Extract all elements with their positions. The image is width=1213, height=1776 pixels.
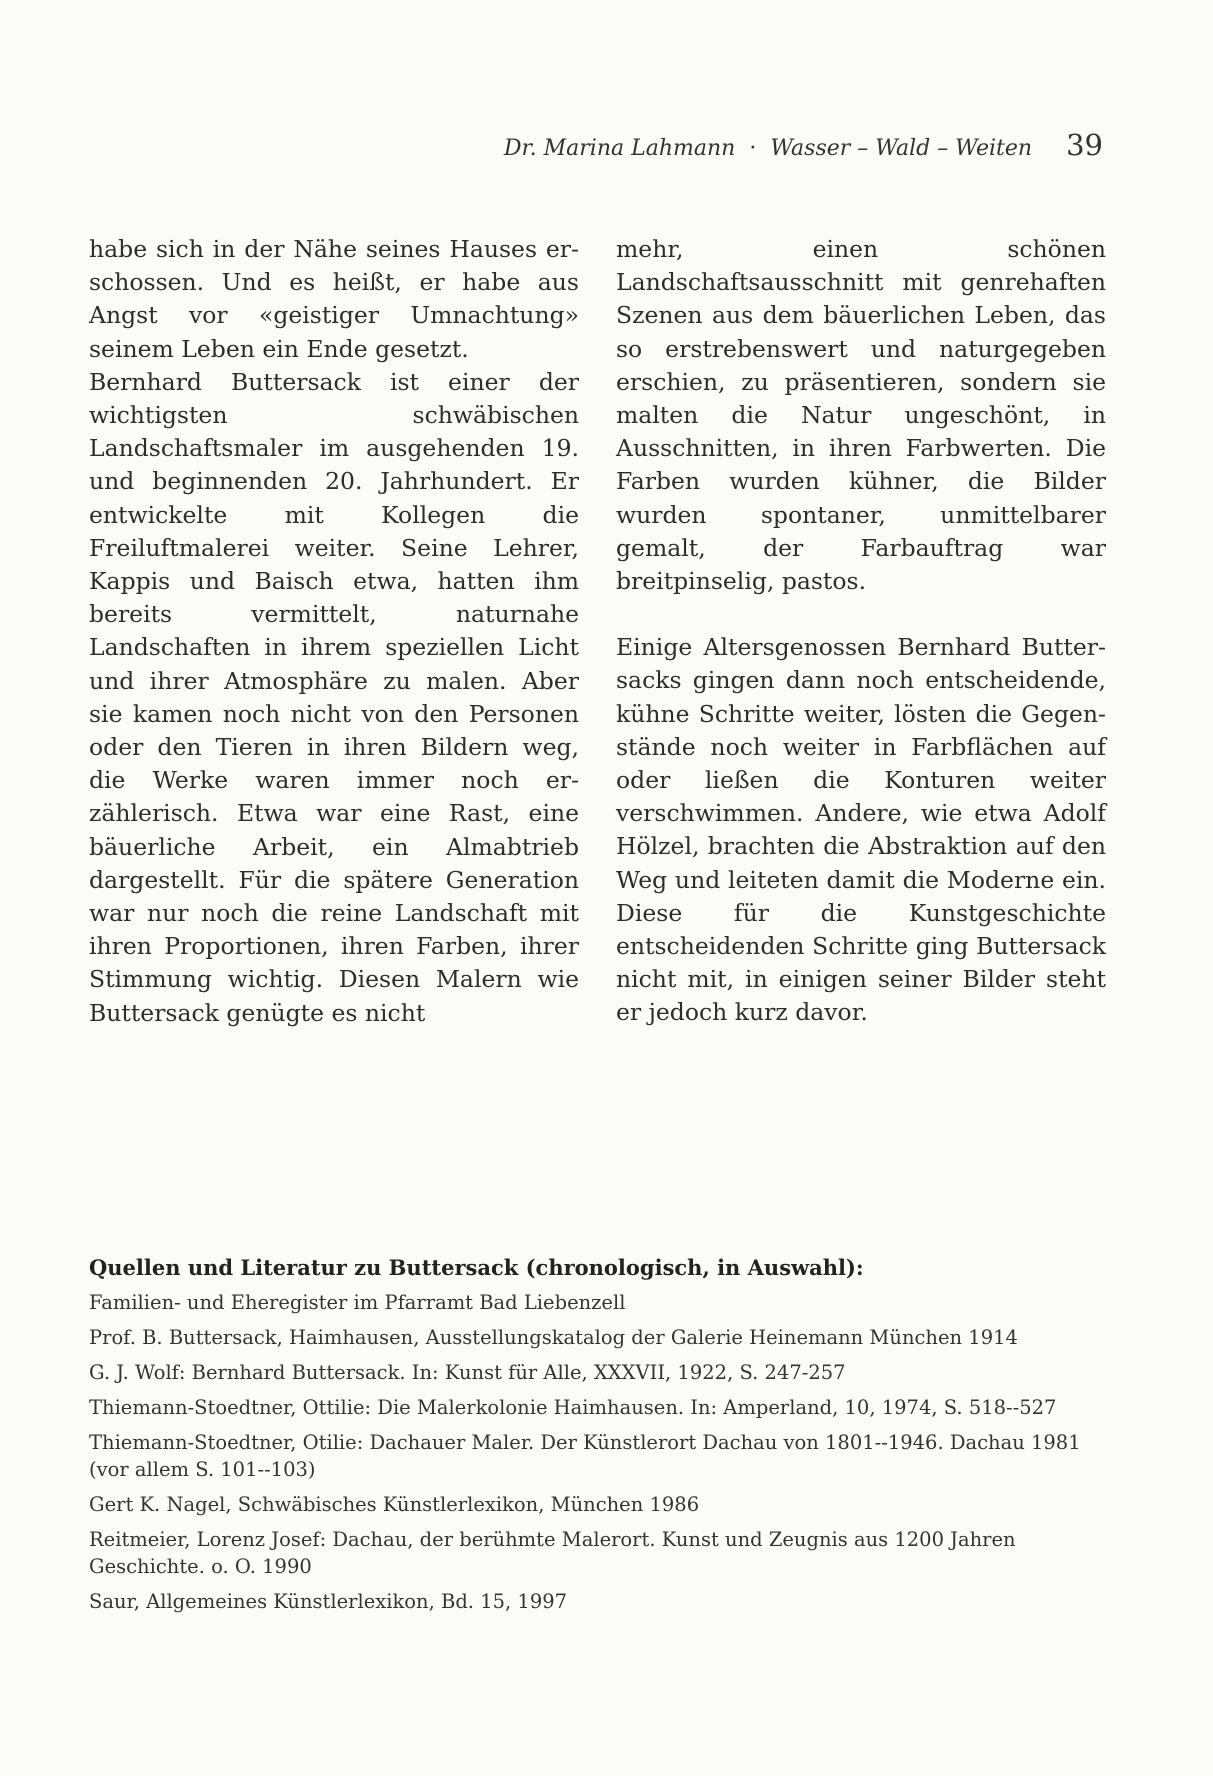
source-item: Familien- und Eheregister im Pfarramt Bad Liebenzell xyxy=(89,1291,626,1314)
paragraph: mehr, einen schönen Landschaftsausschnitt mit genrehaften Szenen aus dem bäuerlichen Leben, das so erstrebenswert und naturgegeben erschien, zu präsentieren, sondern sie malten die Natur ungeschönt, in Ausschnitten, in ihren Farbwerten. Die Farben wurden kühner, die Bilder wurden spontaner, unmittelbarer gemalt, der Farbauftrag war breitpinselig, pastos. xyxy=(616,235,1106,596)
source-item: G. J. Wolf: Bernhard Buttersack. In: Kunst für Alle, XXXVII, 1922, S. 247-257 xyxy=(89,1361,846,1384)
paragraph: Einige Altersgenossen Bernhard Buttersacks gingen dann noch entscheidende, kühne Schritte weiter, lösten die Gegenstände noch weiter in Farbflächen auf oder ließen die Konturen weiter verschwimmen. Andere, wie etwa Adolf Hölzel, brachten die Abstraktion auf den Weg und leiteten damit die Moderne ein. Diese für die Kunstgeschichte entscheidenden Schritte ging Buttersack nicht mit, in einigen seiner Bilder steht er jedoch kurz davor. xyxy=(616,633,1106,1027)
paragraph: Bernhard Buttersack ist einer der wichtigsten schwäbischen Landschaftsmaler im ausgehenden 19. und beginnenden 20. Jahrhundert. Er entwickelte mit Kollegen die Freiluftmalerei weiter. Seine Lehrer, Kappis und Baisch etwa, hatten ihm bereits vermittelt, naturnahe Landschaften in ihrem speziellen Licht und ihrer Atmosphäre zu malen. Aber sie kamen noch nicht von den Personen oder den Tieren in ihren Bildern weg, die Werke waren immer noch erzählerisch. Etwa war eine Rast, eine bäuerliche Arbeit, ein Almabtrieb dargestellt. Für die spätere Generation war nur noch die reine Landschaft mit ihren Proportionen, ihren Farben, ihrer Stimmung wichtig. Diesen Malern wie Buttersack genügte es nicht xyxy=(89,367,579,1027)
sources-section xyxy=(89,1253,1109,1623)
header-separator: · xyxy=(749,136,757,161)
source-item: Thiemann-Stoedtner, Ottilie: Die Malerkolonie Haimhausen. In: Amperland, 10, 1974, S. 518--527 xyxy=(89,1396,1057,1419)
source-item: Prof. B. Buttersack, Haimhausen, Ausstellungskatalog der Galerie Heinemann München 1914 xyxy=(89,1326,1018,1349)
header-author: Dr. Marina Lahmann xyxy=(503,136,736,161)
sources-list xyxy=(89,1289,1109,1615)
source-item: Thiemann-Stoedtner, Otilie: Dachauer Maler. Der Künstlerort Dachau von 1801--1946. Dachau 1981 (vor allem S. 101--103) xyxy=(89,1431,1081,1481)
left-column xyxy=(89,233,579,1030)
paragraph: habe sich in der Nähe seines Hauses erschossen. Und es heißt, er habe aus Angst vor «geistiger Umnachtung» seinem Leben ein Ende gesetzt. xyxy=(89,235,579,363)
header-title: Wasser – Wald – Weiten xyxy=(770,136,1033,161)
page-number: 39 xyxy=(1066,128,1103,162)
sources-heading: Quellen und Literatur zu Buttersack (chronologisch, in Auswahl): xyxy=(89,1255,864,1280)
source-item: Saur, Allgemeines Künstlerlexikon, Bd. 15, 1997 xyxy=(89,1590,568,1613)
source-item: Reitmeier, Lorenz Josef: Dachau, der berühmte Malerort. Kunst und Zeugnis aus 1200 Jahren Geschichte. o. O. 1990 xyxy=(89,1528,1016,1578)
source-item: Gert K. Nagel, Schwäbisches Künstlerlexikon, München 1986 xyxy=(89,1493,700,1516)
right-column xyxy=(616,233,1106,1030)
running-header xyxy=(504,128,1103,162)
